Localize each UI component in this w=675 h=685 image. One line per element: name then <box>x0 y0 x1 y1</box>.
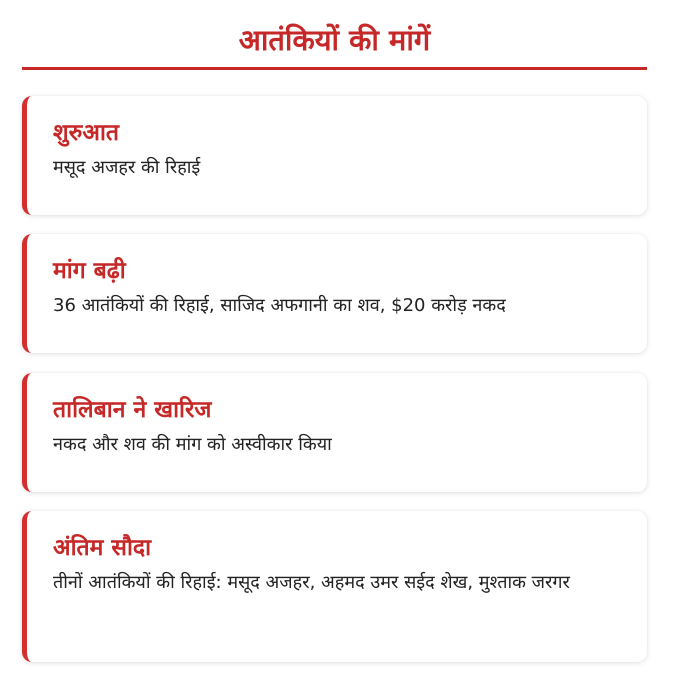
demand-card-escalation <box>22 234 647 353</box>
card-heading: अंतिम सौदा <box>53 535 152 561</box>
card-text: तीनों आतंकियों की रिहाई: मसूद अजहर, अहमद उमर सईद शेख, मुश्ताक जरगर <box>53 572 570 593</box>
title-divider <box>22 67 647 70</box>
demand-card-final-deal <box>22 511 647 662</box>
card-text: नकद और शव की मांग को अस्वीकार किया <box>53 434 332 455</box>
card-heading: मांग बढ़ी <box>53 258 126 284</box>
card-text: मसूद अजहर की रिहाई <box>53 157 201 178</box>
card-heading: तालिबान ने खारिज <box>53 397 212 423</box>
card-heading: शुरुआत <box>53 120 120 146</box>
demand-card-start <box>22 96 647 215</box>
demand-card-taliban-rejection <box>22 373 647 492</box>
page-title: आतंकियों की मांगें <box>238 23 431 57</box>
card-text: 36 आतंकियों की रिहाई, साजिद अफगानी का शव, $20 करोड़ नकद <box>53 295 506 316</box>
